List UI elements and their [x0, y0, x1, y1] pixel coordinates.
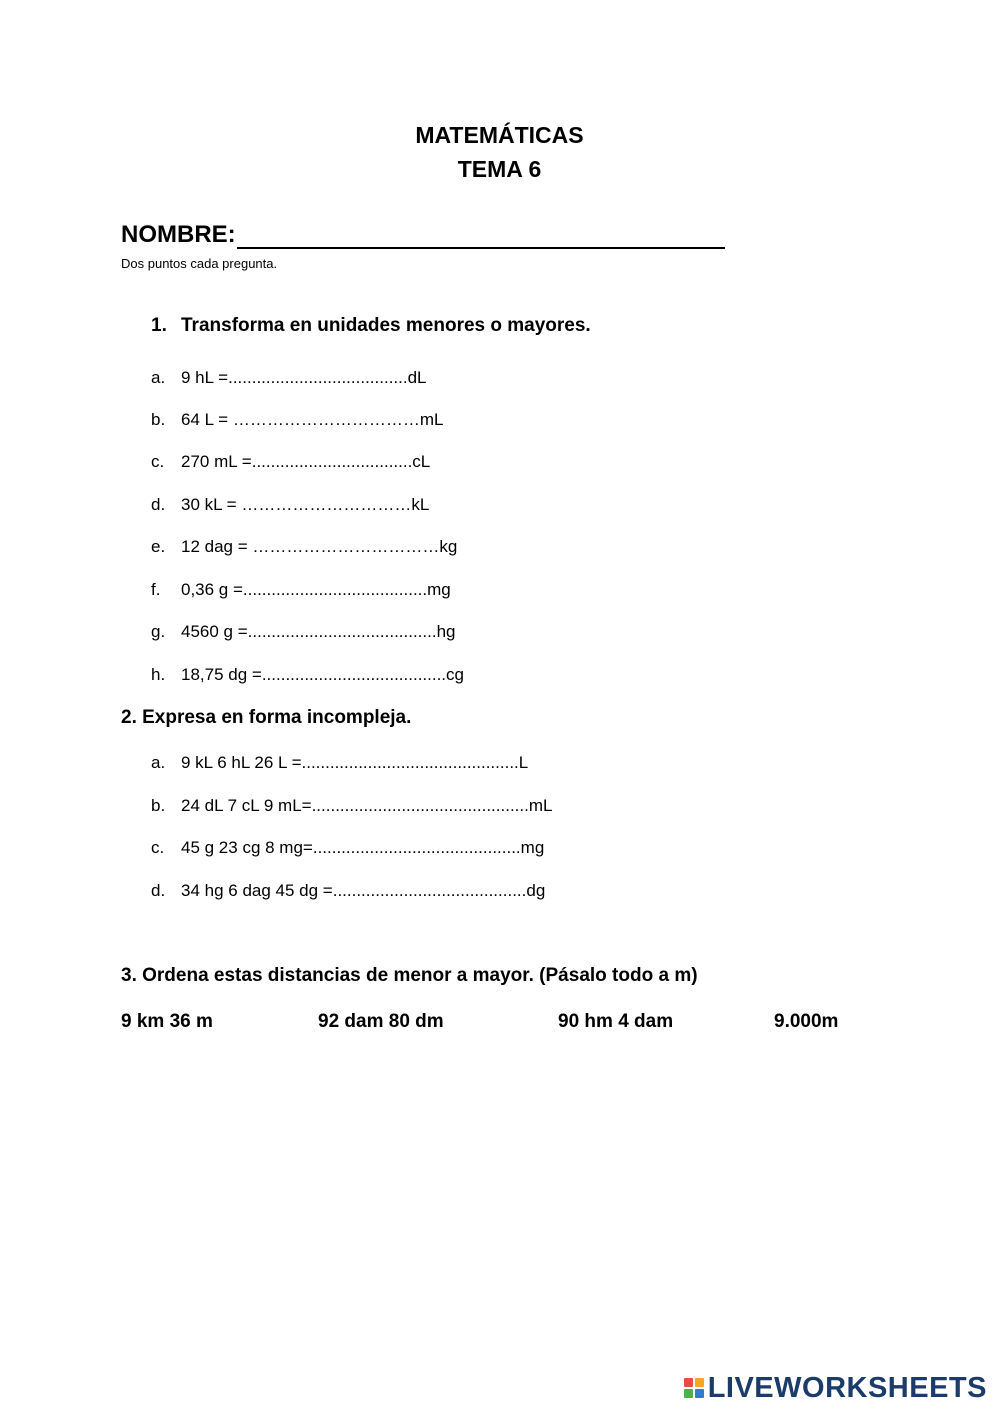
- q2-item-c[interactable]: [151, 838, 544, 858]
- worksheet-title: MATEMÁTICAS: [415, 122, 584, 148]
- question-2-heading: 2. Expresa en forma incompleja.: [121, 707, 412, 728]
- q1-item-e[interactable]: [151, 537, 457, 557]
- item-letter: a.: [151, 753, 166, 772]
- logo-text: LIVEWORKSHEETS: [707, 1371, 987, 1404]
- item-letter: a.: [151, 368, 166, 387]
- distance-2: 92 dam 80 dm: [318, 1011, 444, 1032]
- q2-item-b[interactable]: [151, 796, 552, 816]
- item-text: 270 mL =..................................cL: [181, 452, 431, 471]
- item-text: 9 kL 6 hL 26 L =..............................................L: [181, 753, 529, 772]
- distance-3: 90 hm 4 dam: [558, 1011, 674, 1032]
- distance-1: 9 km 36 m: [121, 1011, 213, 1032]
- item-letter: g.: [151, 622, 166, 641]
- item-text: 18,75 dg =.......................................cg: [181, 665, 464, 684]
- item-letter: c.: [151, 452, 165, 471]
- item-text: 0,36 g =.......................................mg: [181, 580, 451, 599]
- item-text: 64 L = ……………………………mL: [181, 410, 444, 429]
- question-1-heading: [151, 315, 591, 337]
- item-letter: e.: [151, 537, 166, 556]
- logo-block: [695, 1389, 704, 1398]
- item-letter: d.: [151, 881, 166, 900]
- name-row: [121, 221, 725, 249]
- q1-item-f[interactable]: [151, 580, 451, 600]
- item-text: 45 g 23 cg 8 mg=............................................mg: [181, 838, 545, 857]
- q1-item-b[interactable]: [151, 410, 443, 430]
- name-label: NOMBRE:: [121, 221, 236, 248]
- logo-block: [695, 1378, 704, 1387]
- q1-item-h[interactable]: [151, 665, 464, 685]
- item-letter: f.: [151, 580, 161, 599]
- item-text: 30 kL = …………………………kL: [181, 495, 430, 514]
- item-text: 4560 g =........................................hg: [181, 622, 456, 641]
- q2-item-a[interactable]: [151, 753, 528, 773]
- logo-blocks-icon: [684, 1378, 704, 1398]
- item-text: 12 dag = ……………………………kg: [181, 537, 458, 556]
- q2-item-d[interactable]: [151, 881, 545, 901]
- liveworksheets-logo: [684, 1372, 987, 1404]
- item-letter: b.: [151, 796, 166, 815]
- item-text: 9 hL =......................................dL: [181, 368, 427, 387]
- item-letter: d.: [151, 495, 166, 514]
- logo-block: [684, 1389, 693, 1398]
- item-letter: b.: [151, 410, 166, 429]
- item-letter: h.: [151, 665, 166, 684]
- item-text: 24 dL 7 cL 9 mL=..............................................mL: [181, 796, 553, 815]
- item-letter: c.: [151, 838, 165, 857]
- q1-item-c[interactable]: [151, 452, 430, 472]
- question-1-text: Transforma en unidades menores o mayores.: [181, 315, 591, 336]
- distance-4: 9.000m: [774, 1011, 839, 1032]
- item-text: 34 hg 6 dag 45 dg =.........................................dg: [181, 881, 546, 900]
- question-3-heading: 3. Ordena estas distancias de menor a mayor. (Pásalo todo a m): [121, 965, 698, 986]
- logo-block: [684, 1378, 693, 1387]
- q1-item-a[interactable]: [151, 368, 427, 388]
- worksheet-subtitle: TEMA 6: [457, 156, 542, 182]
- question-1-number: 1.: [151, 315, 167, 336]
- name-input-line[interactable]: [237, 221, 725, 249]
- q1-item-d[interactable]: [151, 495, 429, 515]
- q1-item-g[interactable]: [151, 622, 455, 642]
- instructions-note: Dos puntos cada pregunta.: [121, 256, 278, 271]
